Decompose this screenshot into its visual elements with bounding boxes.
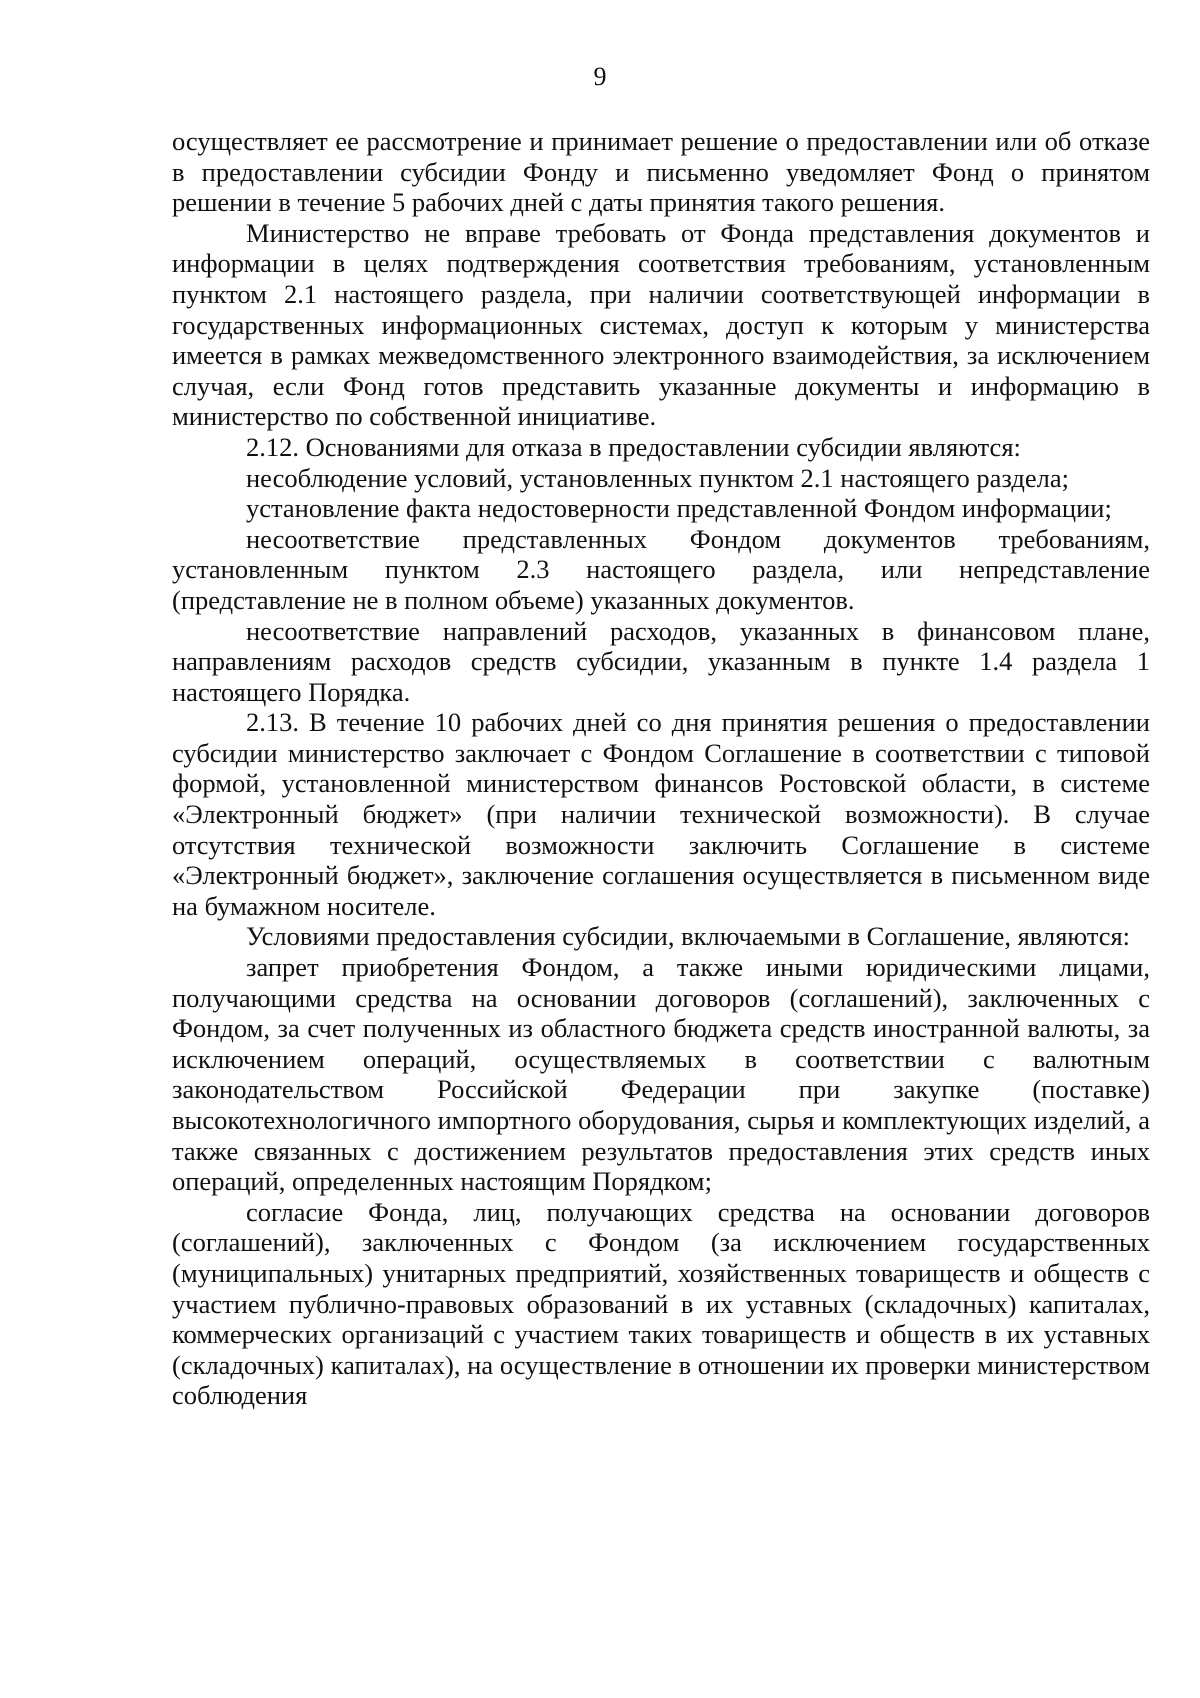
paragraph: осуществляет ее рассмотрение и принимает решение о предоставлении или об отказе в предоставлении субсидии Фонду и письменно уведомляет Фонд о принятом решении в течение 5 рабочих дней с даты принятия такого решения. bbox=[172, 126, 1150, 218]
section-heading-2-13: 2.13. В течение 10 рабочих дней со дня принятия решения о предоставлении субсидии министерство заключает с Фондом Соглашение в соответствии с типовой формой, установленной министерством финансов Ростовской области, в системе «Электронный бюджет» (при наличии технической возможности). В случае отсутствия технической возможности заключить Соглашение в системе «Электронный бюджет», заключение соглашения осуществляется в письменном виде на бумажном носителе. bbox=[172, 707, 1150, 921]
document-body bbox=[172, 126, 1150, 1411]
page-number: 9 bbox=[593, 62, 607, 91]
list-item: запрет приобретения Фондом, а также иными юридическими лицами, получающими средства на основании договоров (соглашений), заключенных с Фондом, за счет полученных из областного бюджета средств иностранной валюты, за исключением операций, осуществляемых в соответствии с валютным законодательством Российской Федерации при закупке (поставке) высокотехнологичного импортного оборудования, сырья и комплектующих изделий, а также связанных с достижением результатов предоставления этих средств иных операций, определенных настоящим Порядком; bbox=[172, 952, 1150, 1197]
list-item: несоответствие представленных Фондом документов требованиям, установленным пунктом 2.3 настоящего раздела, или непредставление (представление не в полном объеме) указанных документов. bbox=[172, 523, 1150, 615]
paragraph: Условиями предоставления субсидии, включаемыми в Соглашение, являются: bbox=[246, 921, 1131, 952]
list-item: согласие Фонда, лиц, получающих средства на основании договоров (соглашений), заключенных с Фондом (за исключением государственных (муниципальных) унитарных предприятий, хозяйственных товариществ и обществ с участием публично-правовых образований в их уставных (складочных) капиталах, коммерческих организаций с участием таких товариществ и обществ в их уставных (складочных) капиталах), на осуществление в отношении их проверки министерством соблюдения bbox=[172, 1196, 1150, 1411]
list-item: несоответствие направлений расходов, указанных в финансовом плане, направлениям расходов средств субсидии, указанным в пункте 1.4 раздела 1 настоящего Порядка. bbox=[172, 615, 1150, 707]
list-item: установление факта недостоверности представленной Фондом информации; bbox=[246, 493, 1112, 524]
section-heading-2-12: 2.12. Основаниями для отказа в предоставлении субсидии являются: bbox=[246, 431, 1021, 462]
paragraph: Министерство не вправе требовать от Фонда представления документов и информации в целях подтверждения соответствия требованиям, установленным пунктом 2.1 настоящего раздела, при наличии соответствующей информации в государственных информационных системах, доступ к которым у министерства имеется в рамках межведомственного электронного взаимодействия, за исключением случая, если Фонд готов представить указанные документы и информацию в министерство по собственной инициативе. bbox=[172, 217, 1150, 432]
list-item: несоблюдение условий, установленных пунктом 2.1 настоящего раздела; bbox=[246, 462, 1070, 493]
